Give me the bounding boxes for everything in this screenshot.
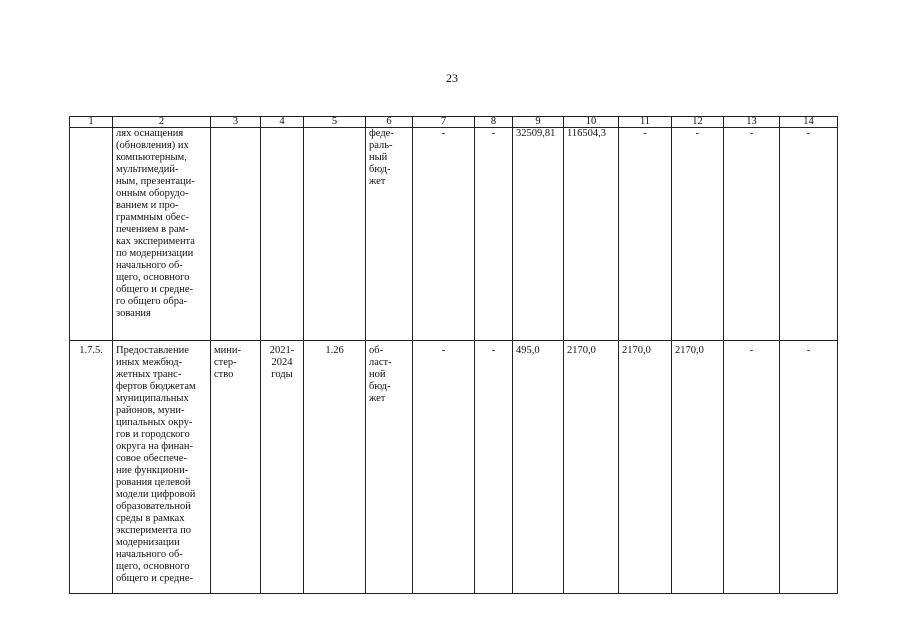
value-cell: 32509,81 (513, 128, 564, 341)
funding-source-cell: об- ласт- ной бюд- жет (366, 341, 413, 594)
column-header: 6 (366, 117, 413, 128)
column-header: 11 (619, 117, 672, 128)
value-cell: - (475, 128, 513, 341)
executor-cell: мини- стер- ство (211, 341, 261, 594)
funding-source-cell: феде- раль- ный бюд- жет (366, 128, 413, 341)
period-cell: 2021- 2024 годы (261, 341, 304, 594)
value-cell: - (413, 341, 475, 594)
page-number: 23 (446, 71, 458, 85)
column-header: 10 (564, 117, 619, 128)
item-number-cell (70, 128, 113, 341)
table-row (70, 128, 838, 341)
value-cell: 2170,0 (672, 341, 724, 594)
period-cell (261, 128, 304, 341)
column-header: 5 (304, 117, 366, 128)
indicator-cell: 1.26 (304, 341, 366, 594)
value-cell: - (475, 341, 513, 594)
value-cell: - (672, 128, 724, 341)
column-header: 14 (780, 117, 838, 128)
column-header: 7 (413, 117, 475, 128)
column-header: 1 (70, 117, 113, 128)
value-cell: 2170,0 (619, 341, 672, 594)
column-header: 8 (475, 117, 513, 128)
value-cell: 2170,0 (564, 341, 619, 594)
value-cell: 116504,3 (564, 128, 619, 341)
item-description-cell: ляx оснащения (обновления) их компьютерным, мультимедий- ным, презентаци- онным оборудо- ванием и про- граммным обес- печением в рам- ках эксперимента по модернизации начального об- щего, основного общего и средне- го общего обра- зования (113, 128, 211, 341)
executor-cell (211, 128, 261, 341)
table-row (70, 341, 838, 594)
value-cell: - (780, 128, 838, 341)
column-header: 13 (724, 117, 780, 128)
budget-table (69, 116, 838, 594)
value-cell: - (780, 341, 838, 594)
value-cell: - (413, 128, 475, 341)
indicator-cell (304, 128, 366, 341)
column-header: 2 (113, 117, 211, 128)
column-header: 3 (211, 117, 261, 128)
item-description-cell: Предоставление иных межбюд- жетных транс- фертов бюджетам муниципальных районов, муни- ципальных окру- гов и городского округа на финан- совое обеспече- ние функциони- рования целевой модели цифровой образовательной среды в рамках эксперимента по модернизации начального об- щего, основного общего и средне- (113, 341, 211, 594)
column-header: 9 (513, 117, 564, 128)
value-cell: - (724, 341, 780, 594)
value-cell: 495,0 (513, 341, 564, 594)
column-header: 4 (261, 117, 304, 128)
header-row (70, 117, 838, 128)
column-header: 12 (672, 117, 724, 128)
value-cell: - (619, 128, 672, 341)
value-cell: - (724, 128, 780, 341)
item-number-cell: 1.7.5. (70, 341, 113, 594)
